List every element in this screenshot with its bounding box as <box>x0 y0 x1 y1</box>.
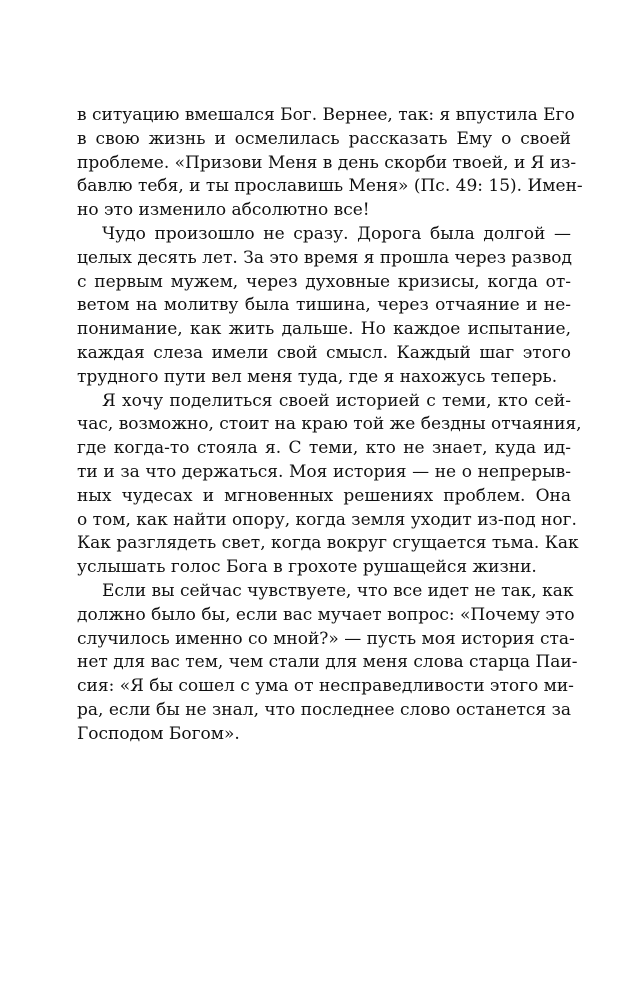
text-line: ти и за что держаться. Моя история — не о непрерыв- <box>77 461 571 482</box>
text-line: Как разглядеть свет, когда вокруг сгущается тьма. Как <box>77 533 579 554</box>
text-line: ра, если бы не знал, что последнее слово останется за <box>77 699 571 720</box>
text-line: Я хочу поделиться своей историей с теми, кто сей- <box>102 390 571 411</box>
text-line: целых десять лет. За это время я прошла через развод <box>77 247 572 268</box>
text-line: трудного пути вел меня туда, где я нахожусь теперь. <box>77 366 558 387</box>
text-line: час, возможно, стоит на краю той же бездны отчаяния, <box>77 414 582 435</box>
text-line: проблеме. «Призови Меня в день скорби твоей, и Я из- <box>77 152 577 173</box>
text-line: случилось именно со мной?» — пусть моя история ста- <box>77 628 575 649</box>
text-line: в свою жизнь и осмелилась рассказать Ему о своей <box>77 128 571 149</box>
text-line: ных чудесах и мгновенных решениях проблем. Она <box>77 485 571 506</box>
text-line: ветом на молитву была тишина, через отчаяние и не- <box>77 295 571 316</box>
text-line: с первым мужем, через духовные кризисы, когда от- <box>77 271 571 292</box>
text-line: сия: «Я бы сошел с ума от несправедливости этого ми- <box>77 676 574 697</box>
text-line: Если вы сейчас чувствуете, что все идет не так, как <box>102 580 574 601</box>
text-line: понимание, как жить дальше. Но каждое испытание, <box>77 319 571 340</box>
text-line: но это изменило абсолютно все! <box>77 200 370 221</box>
text-line: Господом Богом». <box>77 723 240 744</box>
text-line: о том, как найти опору, когда земля уходит из-под ног. <box>77 509 577 530</box>
text-line: бавлю тебя, и ты прославишь Меня» (Пс. 49: 15). Имен- <box>77 176 583 197</box>
text-line: должно было бы, если вас мучает вопрос: «Почему это <box>77 604 575 625</box>
text-line: в ситуацию вмешался Бог. Вернее, так: я впустила Его <box>77 105 575 125</box>
text-line: нет для вас тем, чем стали для меня слова старца Паи- <box>77 652 578 673</box>
text-line: Чудо произошло не сразу. Дорога была долгой — <box>102 223 571 244</box>
text-line: каждая слеза имели свой смысл. Каждый шаг этого <box>77 342 571 363</box>
text-line: услышать голос Бога в грохоте рушащейся жизни. <box>77 557 537 578</box>
page-text <box>77 104 583 747</box>
text-line: где когда-то стояла я. С теми, кто не знает, куда ид- <box>77 438 571 459</box>
